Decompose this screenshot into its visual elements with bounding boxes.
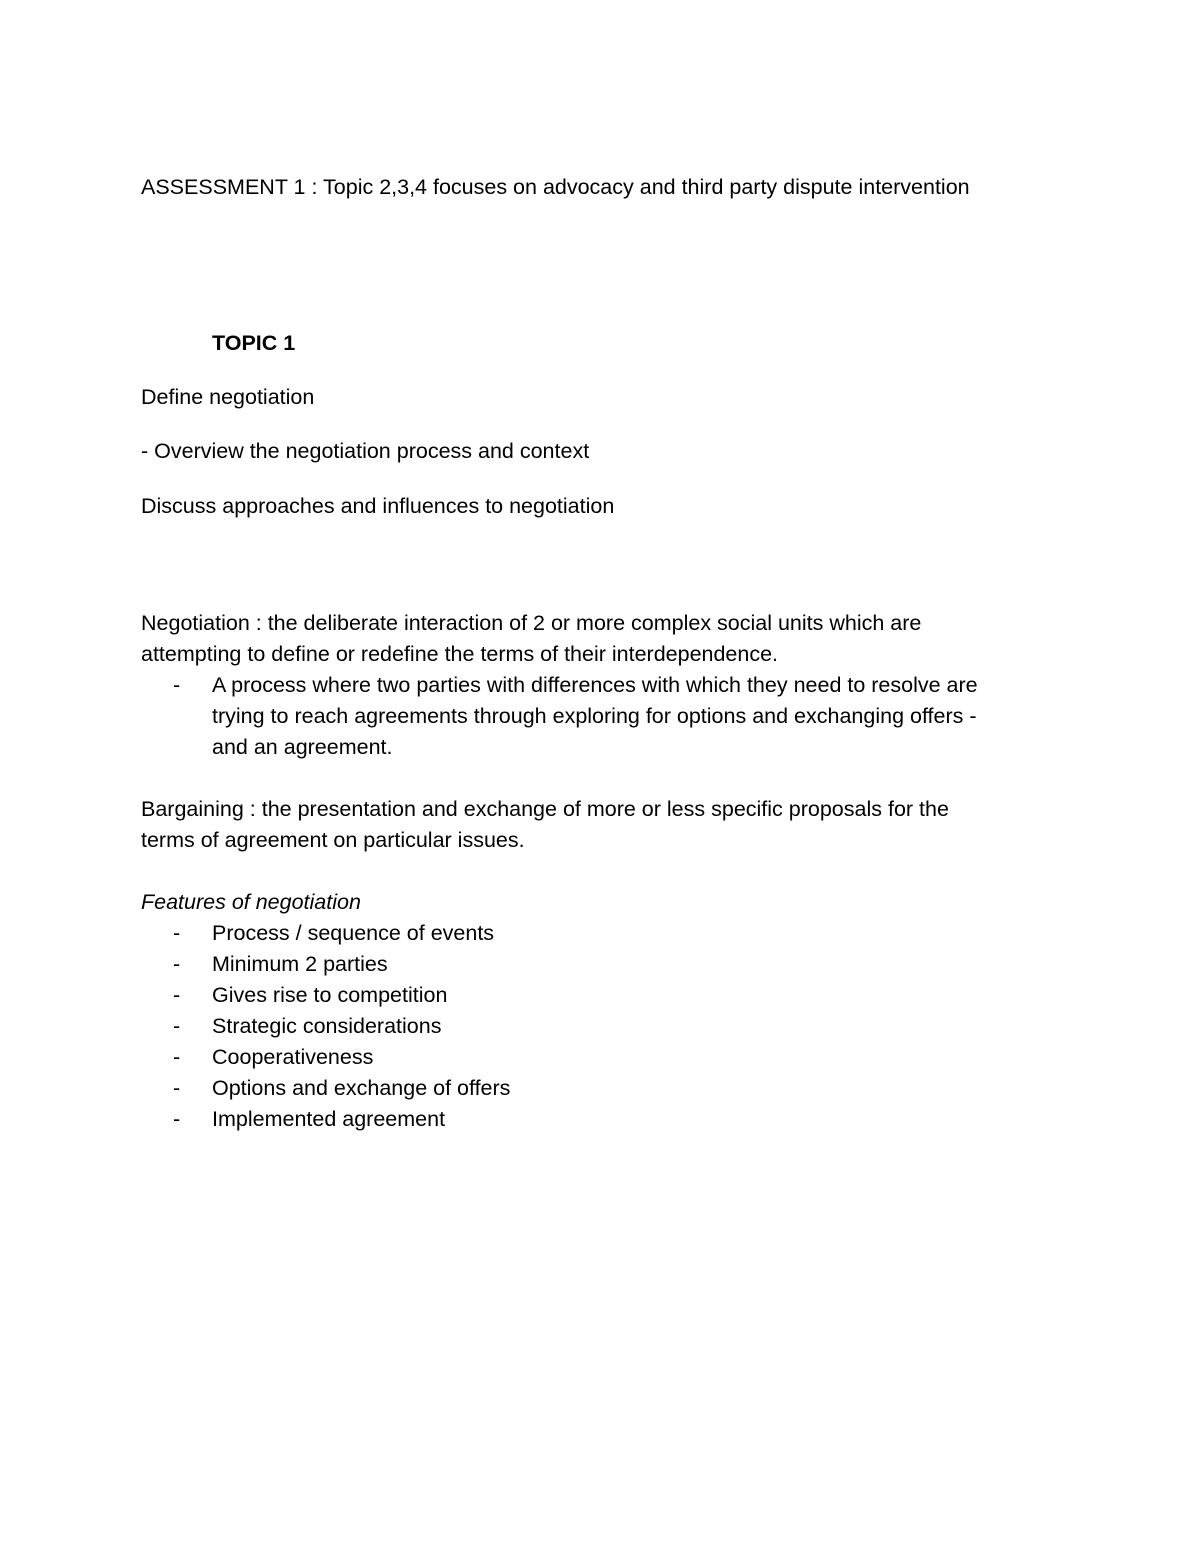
assessment-line: ASSESSMENT 1 : Topic 2,3,4 focuses on advocacy and third party dispute intervention [141,175,970,199]
negotiation-definition-line: Negotiation : the deliberate interaction of 2 or more complex social units which are [141,611,922,635]
feature-item: Minimum 2 parties [212,952,388,976]
feature-item: Strategic considerations [212,1014,442,1038]
negotiation-definition-line: attempting to define or redefine the terms of their interdependence. [141,642,779,666]
feature-item: Options and exchange of offers [212,1076,511,1100]
negotiation-bullet-line: trying to reach agreements through exploring for options and exchanging offers - [212,704,977,728]
bullet-dash: - [173,1014,181,1038]
bullet-dash: - [173,921,181,945]
bargaining-definition-line: Bargaining : the presentation and exchange of more or less specific proposals for the [141,797,949,821]
bullet-dash: - [173,1076,181,1100]
bullet-dash: - [173,673,181,697]
feature-item: Cooperativeness [212,1045,374,1069]
feature-item: Implemented agreement [212,1107,446,1131]
bullet-dash: - [173,983,181,1007]
objective-discuss: Discuss approaches and influences to negotiation [141,494,615,518]
negotiation-bullet-line: A process where two parties with differences with which they need to resolve are [212,673,978,697]
bullet-dash: - [173,952,181,976]
objective-overview: - Overview the negotiation process and context [141,439,590,463]
bullet-dash: - [173,1107,181,1131]
negotiation-bullet-line: and an agreement. [212,735,393,759]
objective-define: Define negotiation [141,385,315,409]
bullet-dash: - [173,1045,181,1069]
feature-item: Gives rise to competition [212,983,448,1007]
topic-heading: TOPIC 1 [212,331,296,355]
bargaining-definition-line: terms of agreement on particular issues. [141,828,525,852]
features-title: Features of negotiation [141,890,361,914]
feature-item: Process / sequence of events [212,921,495,945]
